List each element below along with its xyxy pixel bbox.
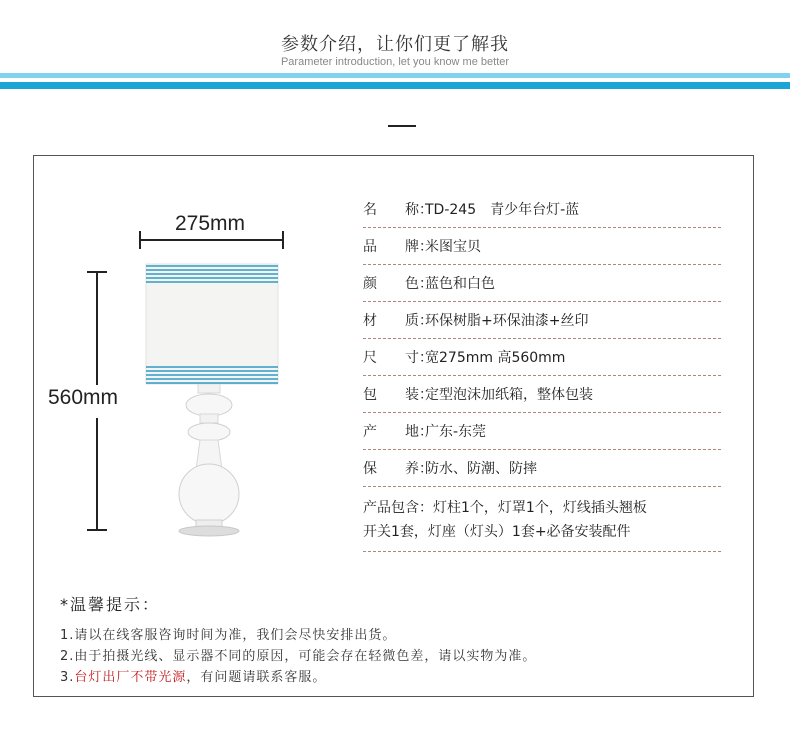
dashed-divider (363, 338, 721, 339)
spec-value: 广东-东莞 (425, 424, 487, 440)
spec-row-origin (363, 422, 723, 442)
page-title: 参数介绍，让你们更了解我 (281, 34, 509, 55)
page-subtitle: Parameter introduction, let you know me better (280, 56, 510, 68)
tip-item-3 (60, 666, 326, 685)
spec-value: 防水、防潮、防摔 (425, 461, 537, 477)
dashed-divider (363, 227, 721, 228)
spec-key: 名 称： (363, 202, 433, 218)
lamp-base (179, 379, 239, 536)
spec-value: 米图宝贝 (425, 239, 481, 255)
dashed-divider (363, 301, 721, 302)
spec-row-material (363, 311, 723, 331)
package-line-1: 产品包含：灯柱1个，灯罩1个，灯线插头翘板 (363, 500, 647, 516)
width-label: 275mm (174, 212, 246, 235)
spec-row-name (363, 200, 723, 220)
spec-row-color (363, 274, 723, 294)
tips-title: *温馨提示： (60, 595, 161, 614)
dashed-divider (363, 264, 721, 265)
tip-item-1: 1.请以在线客服咨询时间为准，我们会尽快安排出货。 (60, 628, 397, 643)
spec-key: 包 装： (363, 387, 433, 403)
spec-key: 颜 色： (363, 276, 433, 292)
spec-key: 品 牌： (363, 239, 433, 255)
spec-list (363, 200, 723, 561)
height-label: 560mm (48, 386, 119, 409)
spec-key: 材 质： (363, 313, 433, 329)
tip-item-2: 2.由于拍摄光线、显示器不同的原因，可能会存在轻微色差，请以实物为准。 (60, 649, 537, 664)
package-line-2: 开关1套，灯座（灯头）1套+必备安装配件 (363, 524, 631, 540)
spec-value: 定型泡沫加纸箱，整体包装 (425, 387, 593, 403)
tip-item-3-prefix: 3. (60, 670, 75, 685)
spec-key: 保 养： (363, 461, 433, 477)
tip-item-3-suffix: ，有问题请联系客服。 (186, 670, 327, 685)
dashed-divider (363, 412, 721, 413)
dashed-divider (363, 551, 721, 552)
spec-row-packaging (363, 385, 723, 405)
spec-row-package-contents (363, 496, 723, 544)
spec-value: 蓝色和白色 (425, 276, 495, 292)
lamp-shade (146, 264, 278, 384)
dashed-divider (363, 375, 721, 376)
dashed-divider (363, 449, 721, 450)
spec-key: 产 地： (363, 424, 433, 440)
spec-value: 宽275mm 高560mm (425, 350, 566, 366)
spec-value: TD-245 青少年台灯-蓝 (425, 202, 580, 218)
dashed-divider (363, 486, 721, 487)
spec-row-care (363, 459, 723, 479)
no-light-source-notice: 台灯出厂不带光源 (74, 670, 187, 685)
spec-key: 尺 寸： (363, 350, 433, 366)
spec-row-size (363, 348, 723, 368)
spec-row-brand (363, 237, 723, 257)
spec-value: 环保树脂+环保油漆+丝印 (425, 313, 589, 329)
